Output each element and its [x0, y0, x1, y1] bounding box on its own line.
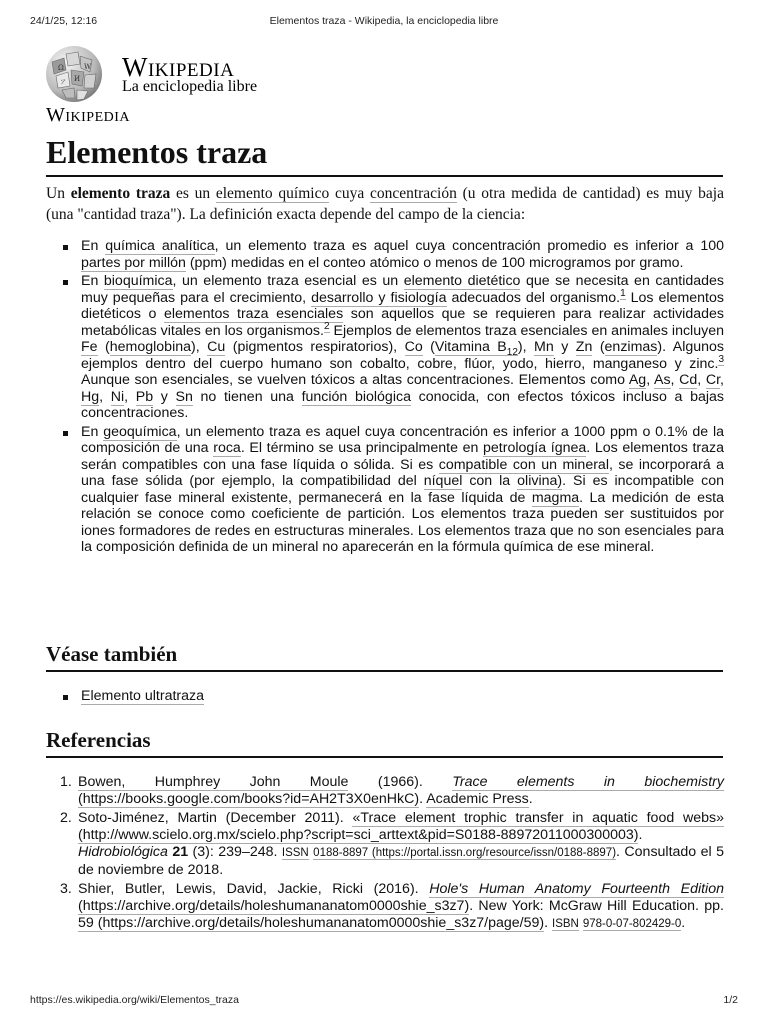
print-datetime: 24/1/25, 12:16: [30, 15, 98, 27]
svg-text:Ω: Ω: [58, 64, 64, 72]
link-issn-number[interactable]: 0188-8897 (https://portal.issn.org/resource/issn/0188-8897): [313, 847, 617, 859]
link-compatible-mineral[interactable]: compatible con un mineral: [438, 456, 609, 473]
wikipedia-tagline: La enciclopedia libre: [122, 78, 258, 95]
print-page-title: Elementos traza - Wikipedia, la enciclopedia libre: [269, 15, 499, 27]
list-item: [46, 688, 724, 705]
print-url: https://es.wikipedia.org/wiki/Elementos_traza: [30, 994, 239, 1006]
link-funcion-biologica[interactable]: función biológica: [301, 388, 411, 405]
link-elemento-dietetico[interactable]: elemento dietético: [403, 273, 521, 289]
link-desarrollo-fisiologia[interactable]: desarrollo y fisiología: [311, 289, 447, 306]
see-also-list: [46, 688, 724, 707]
definition-list: [46, 238, 724, 558]
reference-item: 2. Soto-Jiménez, Martin (December 2011). «Trace element trophic transfer in aquatic food webs» (http://www.scielo.org.mx/scielo.php?script=sci_arttext&pid=S0188-88972011000300003). Hidrobiológica 21 (3): 239–248. ISSN 0188-8897 (https://portal.issn.org/resource/issn/0188-8897). Consultado el 5 de noviembre de 2018.: [60, 810, 724, 878]
link-cu[interactable]: Cu: [207, 339, 226, 355]
link-hg[interactable]: Hg: [81, 388, 100, 405]
link-pb[interactable]: Pb: [135, 388, 154, 405]
page-title: Elementos traza: [46, 134, 723, 177]
list-item-quimica-analitica: En química analítica, un elemento traza es aquel cuya concentración promedio es inferior a 100 partes por millón (ppm) medidas en el conteo atómico o menos de 100 microgramos por gramo.: [46, 238, 724, 271]
list-item-geoquimica: En geoquímica, un elemento traza es aquel cuya concentración es inferior a 1000 ppm o 0.1% de la composición de una roca. El término se usa principalmente en petrología ígnea. Los elementos traza serán compatibles con una fase líquida o sólida. Si es compatible con un mineral, se incorporará a una fase sólida (por ejemplo, la compatibilidad del níquel con la olivina). Si es incompatible con cualquier fase mineral existente, permanecerá en la fase líquida de magma. La medición de esta relación se conoce como coeficiente de partición. Los elementos traza pueden ser sustituidos por iones formadores de redes en estructuras minerales. Los elementos traza que no son esenciales para la composición definida de un mineral no aparecerán en la fórmula química de ese mineral.: [46, 424, 724, 556]
link-olivina[interactable]: olivina): [517, 473, 563, 489]
print-page-number: 1/2: [723, 994, 738, 1006]
link-cd[interactable]: Cd: [679, 372, 698, 388]
link-holes-anatomy-book[interactable]: Hole's Human Anatomy Fourteenth Edition (https://archive.org/details/holeshumananatom0000shie_s3z7): [78, 881, 724, 914]
link-trace-elements-book[interactable]: Trace elements in biochemistry (https://books.google.com/books?id=AH2T3X0enHkC): [78, 774, 724, 807]
link-zn[interactable]: Zn: [575, 339, 593, 355]
wikipedia-wordmark[interactable]: Wikipedia: [122, 52, 235, 82]
link-hemoglobina[interactable]: hemoglobina: [109, 339, 191, 355]
link-concentracion[interactable]: concentración: [369, 185, 457, 202]
link-petrologia-ignea[interactable]: petrología ígnea: [483, 440, 587, 456]
link-elemento-ultratraza[interactable]: Elemento ultratraza: [81, 688, 205, 704]
link-enzimas[interactable]: enzimas: [604, 339, 658, 355]
reference-item: 3. Shier, Butler, Lewis, David, Jackie, Ricki (2016). Hole's Human Anatomy Fourteenth Edition (https://archive.org/details/holeshumananatom0000shie_s3z7). New York: McGraw Hill Education. pp. 59 (https://archive.org/details/holeshumananatom0000shie_s3z7/page/59). ISBN 978-0-07-802429-0.: [60, 881, 724, 931]
citation-3[interactable]: 3: [718, 353, 724, 365]
link-isbn[interactable]: ISBN: [552, 918, 579, 930]
link-as[interactable]: As: [653, 372, 671, 388]
link-page-59[interactable]: 59 (https://archive.org/details/holeshumananatom0000shie_s3z7/page/59): [78, 915, 545, 931]
intro-paragraph: Un elemento traza es un elemento químico cuya concentración (u otra medida de cantidad) es muy baja (una "cantidad traza"). La definición exacta depende del campo de la ciencia:: [46, 185, 724, 223]
link-fe[interactable]: Fe: [81, 339, 98, 355]
link-ag[interactable]: Ag: [628, 372, 647, 388]
wikipedia-globe-logo[interactable]: [44, 44, 104, 104]
link-partes-por-millon[interactable]: partes por millón: [81, 254, 186, 271]
svg-text:W: W: [84, 63, 92, 71]
list-item-bioquimica: En bioquímica, un elemento traza esencial es un elemento dietético que se necesita en cantidades muy pequeñas para el crecimiento, desarrollo y fisiología adecuados del organismo.$^1$ Los elementos dietéticos o elementos traza esenciales son aquellos que se requieren para realizar actividades metabólicas vitales en los organismos.$^2$ Ejemplos de elementos traza esenciales en animales incluyen Fe (hemoglobina), Cu (pigmentos respiratorios), Co (Vitamina $B_{12}$), Mn y Zn (enzimas). Algunos ejemplos dentro del cuerpo humano son cobalto, cobre, flúor, yodo, hierro, manganeso y zinc.$^3$ Aunque son esenciales, se vuelven tóxicos a altas concentraciones. Elementos como Ag, As, Cd, Cr, Hg, Ni, Pb y Sn no tienen una función biológica conocida, con efectos tóxicos incluso a bajas concentraciones.: [46, 273, 724, 422]
link-trophic-transfer-article[interactable]: «Trace element trophic transfer in aquatic food webs» (http://www.scielo.org.mx/scielo.php?script=sci_arttext&pid=S0188-88972011000300003): [78, 810, 724, 843]
section-heading-vease-tambien: Véase también: [46, 642, 723, 672]
section-heading-referencias: Referencias: [46, 728, 723, 758]
references-list: [46, 774, 724, 935]
link-cr[interactable]: Cr: [705, 372, 721, 388]
citation-1[interactable]: 1: [620, 287, 626, 299]
svg-text:И: И: [74, 75, 81, 83]
wikipedia-wordmark-small[interactable]: Wikipedia: [46, 104, 131, 126]
link-bioquimica[interactable]: bioquímica: [103, 273, 173, 289]
bold-term: elemento traza: [70, 185, 171, 202]
link-roca[interactable]: roca: [213, 440, 241, 456]
link-elementos-traza-esenciales[interactable]: elementos traza esenciales: [163, 306, 344, 322]
reference-item: 1. Bowen, Humphrey John Moule (1966). Trace elements in biochemistry (https://books.google.com/books?id=AH2T3X0enHkC). Academic Press.: [60, 774, 724, 807]
link-isbn-number[interactable]: 978-0-07-802429-0: [582, 918, 682, 930]
link-geoquimica[interactable]: geoquímica: [103, 423, 177, 440]
link-magma[interactable]: magma: [531, 489, 580, 506]
link-mn[interactable]: Mn: [534, 339, 554, 355]
citation-2[interactable]: 2: [323, 320, 330, 332]
link-author-bowen[interactable]: Bowen, Humphrey John Moule: [78, 774, 349, 790]
link-ni[interactable]: Ni: [110, 388, 125, 405]
link-co[interactable]: Co: [404, 339, 423, 355]
link-sn[interactable]: Sn: [175, 388, 193, 405]
svg-text:ア: ア: [60, 79, 67, 86]
link-vitamina-b12[interactable]: Vitamina $B_{12}$: [434, 339, 518, 358]
link-niquel[interactable]: níquel: [423, 473, 463, 489]
link-issn[interactable]: ISSN: [281, 847, 309, 859]
link-elemento-quimico[interactable]: elemento químico: [215, 185, 330, 202]
link-academic-press[interactable]: Academic Press: [426, 791, 529, 807]
link-quimica-analitica[interactable]: química analítica: [105, 238, 215, 254]
